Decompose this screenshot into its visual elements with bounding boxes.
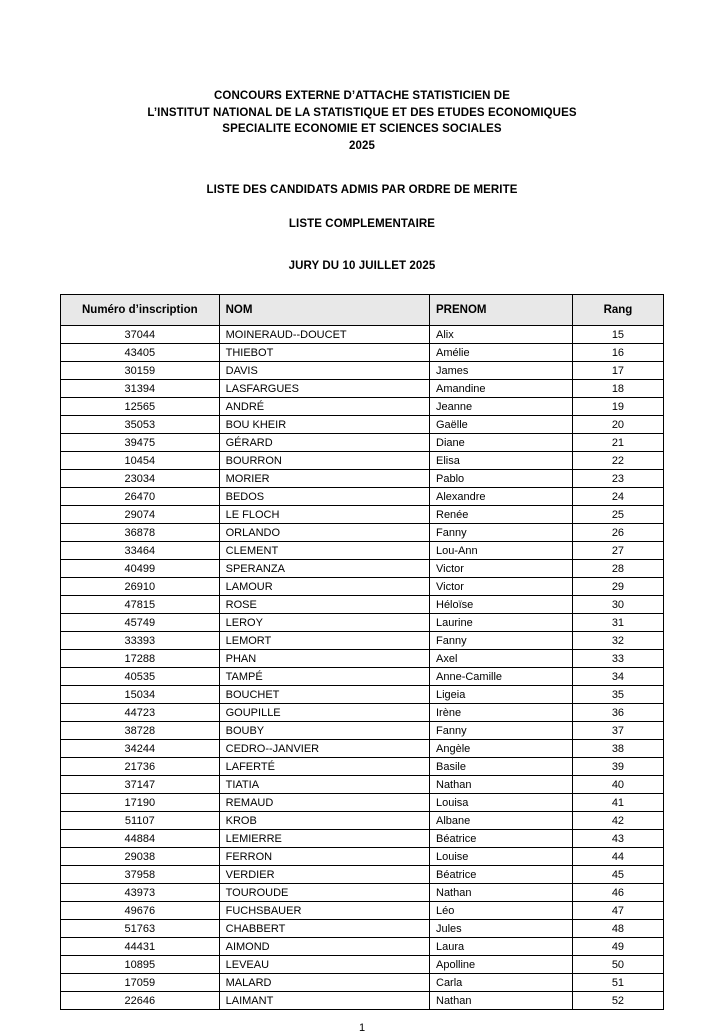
cell-prenom: Renée — [430, 506, 573, 524]
cell-rang: 47 — [572, 902, 663, 920]
cell-prenom: Nathan — [430, 884, 573, 902]
cell-rang: 33 — [572, 650, 663, 668]
cell-nom: TAMPÉ — [219, 668, 429, 686]
column-header-nom: NOM — [219, 295, 429, 326]
cell-numero: 44723 — [61, 704, 220, 722]
table-row — [61, 794, 664, 812]
cell-prenom: Jules — [430, 920, 573, 938]
jury-date: JURY DU 10 JUILLET 2025 — [288, 260, 436, 272]
cell-nom: LASFARGUES — [219, 380, 429, 398]
table-body — [61, 326, 664, 1010]
cell-nom: GÉRARD — [219, 434, 429, 452]
cell-rang: 39 — [572, 758, 663, 776]
cell-rang: 20 — [572, 416, 663, 434]
cell-rang: 21 — [572, 434, 663, 452]
cell-prenom: Fanny — [430, 524, 573, 542]
cell-rang: 41 — [572, 794, 663, 812]
cell-rang: 28 — [572, 560, 663, 578]
table-header-row — [61, 295, 664, 326]
cell-prenom: Héloïse — [430, 596, 573, 614]
cell-nom: MORIER — [219, 470, 429, 488]
cell-rang: 42 — [572, 812, 663, 830]
cell-prenom: Béatrice — [430, 830, 573, 848]
table-row — [61, 686, 664, 704]
cell-prenom: James — [430, 362, 573, 380]
cell-numero: 43405 — [61, 344, 220, 362]
cell-rang: 15 — [572, 326, 663, 344]
cell-nom: ORLANDO — [219, 524, 429, 542]
cell-rang: 40 — [572, 776, 663, 794]
cell-numero: 51763 — [61, 920, 220, 938]
cell-numero: 35053 — [61, 416, 220, 434]
table-row — [61, 452, 664, 470]
cell-rang: 31 — [572, 614, 663, 632]
cell-prenom: Amandine — [430, 380, 573, 398]
cell-numero: 45749 — [61, 614, 220, 632]
cell-numero: 33393 — [61, 632, 220, 650]
cell-numero: 37958 — [61, 866, 220, 884]
cell-numero: 23034 — [61, 470, 220, 488]
cell-numero: 21736 — [61, 758, 220, 776]
cell-numero: 37044 — [61, 326, 220, 344]
column-header-rang: Rang — [572, 295, 663, 326]
cell-nom: CLEMENT — [219, 542, 429, 560]
cell-rang: 18 — [572, 380, 663, 398]
table-header — [61, 295, 664, 326]
cell-prenom: Angèle — [430, 740, 573, 758]
cell-nom: DAVIS — [219, 362, 429, 380]
cell-nom: BOURRON — [219, 452, 429, 470]
cell-prenom: Jeanne — [430, 398, 573, 416]
table-row — [61, 722, 664, 740]
cell-rang: 29 — [572, 578, 663, 596]
title-line-3: SPECIALITE ECONOMIE ET SCIENCES SOCIALES — [222, 123, 502, 135]
cell-rang: 43 — [572, 830, 663, 848]
cell-numero: 31394 — [61, 380, 220, 398]
cell-numero: 39475 — [61, 434, 220, 452]
table-row — [61, 650, 664, 668]
cell-nom: FUCHSBAUER — [219, 902, 429, 920]
cell-nom: VERDIER — [219, 866, 429, 884]
cell-prenom: Laura — [430, 938, 573, 956]
cell-nom: LEMIERRE — [219, 830, 429, 848]
cell-numero: 29074 — [61, 506, 220, 524]
cell-nom: KROB — [219, 812, 429, 830]
table-row — [61, 776, 664, 794]
cell-rang: 50 — [572, 956, 663, 974]
cell-prenom: Apolline — [430, 956, 573, 974]
cell-rang: 23 — [572, 470, 663, 488]
cell-rang: 19 — [572, 398, 663, 416]
cell-numero: 26470 — [61, 488, 220, 506]
cell-nom: LAIMANT — [219, 992, 429, 1010]
cell-prenom: Carla — [430, 974, 573, 992]
cell-nom: LEVEAU — [219, 956, 429, 974]
cell-rang: 34 — [572, 668, 663, 686]
table-row — [61, 668, 664, 686]
table-row — [61, 704, 664, 722]
cell-numero: 10454 — [61, 452, 220, 470]
cell-rang: 24 — [572, 488, 663, 506]
cell-numero: 10895 — [61, 956, 220, 974]
cell-nom: PHAN — [219, 650, 429, 668]
cell-numero: 47815 — [61, 596, 220, 614]
cell-rang: 48 — [572, 920, 663, 938]
cell-prenom: Anne-Camille — [430, 668, 573, 686]
cell-rang: 36 — [572, 704, 663, 722]
cell-prenom: Ligeia — [430, 686, 573, 704]
table-row — [61, 848, 664, 866]
cell-rang: 22 — [572, 452, 663, 470]
cell-numero: 15034 — [61, 686, 220, 704]
subtitle-merit-list: LISTE DES CANDIDATS ADMIS PAR ORDRE DE MERITE — [206, 184, 518, 196]
cell-numero: 40535 — [61, 668, 220, 686]
page-number: 1 — [358, 1022, 366, 1034]
cell-prenom: Victor — [430, 560, 573, 578]
cell-prenom: Albane — [430, 812, 573, 830]
table-row — [61, 398, 664, 416]
table-row — [61, 812, 664, 830]
cell-rang: 26 — [572, 524, 663, 542]
cell-rang: 49 — [572, 938, 663, 956]
cell-prenom: Gaëlle — [430, 416, 573, 434]
cell-nom: MOINERAUD--DOUCET — [219, 326, 429, 344]
cell-numero: 17190 — [61, 794, 220, 812]
cell-numero: 30159 — [61, 362, 220, 380]
cell-rang: 52 — [572, 992, 663, 1010]
table-row — [61, 596, 664, 614]
document-title — [60, 88, 664, 154]
cell-numero: 17059 — [61, 974, 220, 992]
cell-prenom: Nathan — [430, 776, 573, 794]
cell-nom: BOUCHET — [219, 686, 429, 704]
table-row — [61, 524, 664, 542]
cell-numero: 44884 — [61, 830, 220, 848]
cell-rang: 35 — [572, 686, 663, 704]
cell-nom: LAMOUR — [219, 578, 429, 596]
cell-numero: 26910 — [61, 578, 220, 596]
table-row — [61, 614, 664, 632]
table-row — [61, 488, 664, 506]
cell-prenom: Irène — [430, 704, 573, 722]
cell-prenom: Axel — [430, 650, 573, 668]
table-row — [61, 956, 664, 974]
cell-prenom: Léo — [430, 902, 573, 920]
title-line-2: L’INSTITUT NATIONAL DE LA STATISTIQUE ET DES ETUDES ECONOMIQUES — [147, 106, 577, 119]
cell-nom: SPERANZA — [219, 560, 429, 578]
cell-prenom: Fanny — [430, 722, 573, 740]
cell-prenom: Alexandre — [430, 488, 573, 506]
column-header-numero: Numéro d’inscription — [61, 295, 220, 326]
cell-nom: FERRON — [219, 848, 429, 866]
cell-rang: 44 — [572, 848, 663, 866]
cell-numero: 12565 — [61, 398, 220, 416]
cell-prenom: Amélie — [430, 344, 573, 362]
cell-nom: REMAUD — [219, 794, 429, 812]
cell-nom: ANDRÉ — [219, 398, 429, 416]
cell-nom: BOU KHEIR — [219, 416, 429, 434]
cell-numero: 51107 — [61, 812, 220, 830]
cell-rang: 46 — [572, 884, 663, 902]
cell-prenom: Lou-Ann — [430, 542, 573, 560]
cell-nom: LE FLOCH — [219, 506, 429, 524]
cell-numero: 36878 — [61, 524, 220, 542]
table-row — [61, 974, 664, 992]
cell-nom: ROSE — [219, 596, 429, 614]
cell-prenom: Fanny — [430, 632, 573, 650]
cell-rang: 37 — [572, 722, 663, 740]
cell-nom: TIATIA — [219, 776, 429, 794]
cell-nom: TOUROUDE — [219, 884, 429, 902]
cell-rang: 51 — [572, 974, 663, 992]
table-row — [61, 344, 664, 362]
cell-rang: 30 — [572, 596, 663, 614]
cell-prenom: Victor — [430, 578, 573, 596]
table-row — [61, 416, 664, 434]
table-row — [61, 740, 664, 758]
cell-numero: 22646 — [61, 992, 220, 1010]
table-row — [61, 758, 664, 776]
cell-numero: 44431 — [61, 938, 220, 956]
cell-rang: 32 — [572, 632, 663, 650]
cell-prenom: Elisa — [430, 452, 573, 470]
cell-prenom: Louisa — [430, 794, 573, 812]
cell-nom: THIEBOT — [219, 344, 429, 362]
cell-nom: CHABBERT — [219, 920, 429, 938]
cell-rang: 17 — [572, 362, 663, 380]
table-row — [61, 884, 664, 902]
table-row — [61, 632, 664, 650]
cell-prenom: Béatrice — [430, 866, 573, 884]
table-row — [61, 992, 664, 1010]
table-row — [61, 506, 664, 524]
cell-numero: 34244 — [61, 740, 220, 758]
table-row — [61, 578, 664, 596]
table-row — [61, 938, 664, 956]
cell-numero: 29038 — [61, 848, 220, 866]
cell-nom: LEMORT — [219, 632, 429, 650]
cell-nom: GOUPILLE — [219, 704, 429, 722]
subtitle-complementary-list: LISTE COMPLEMENTAIRE — [288, 218, 436, 230]
cell-prenom: Nathan — [430, 992, 573, 1010]
cell-numero: 17288 — [61, 650, 220, 668]
table-row — [61, 830, 664, 848]
table-row — [61, 380, 664, 398]
candidates-table — [60, 294, 664, 1010]
cell-prenom: Alix — [430, 326, 573, 344]
cell-rang: 45 — [572, 866, 663, 884]
title-line-1: CONCOURS EXTERNE D’ATTACHE STATISTICIEN DE — [214, 90, 510, 102]
table-row — [61, 470, 664, 488]
cell-nom: BOUBY — [219, 722, 429, 740]
cell-prenom: Laurine — [430, 614, 573, 632]
cell-rang: 25 — [572, 506, 663, 524]
table-row — [61, 866, 664, 884]
cell-numero: 33464 — [61, 542, 220, 560]
cell-prenom: Diane — [430, 434, 573, 452]
cell-prenom: Louise — [430, 848, 573, 866]
cell-nom: BEDOS — [219, 488, 429, 506]
table-row — [61, 542, 664, 560]
column-header-prenom: PRENOM — [430, 295, 573, 326]
cell-rang: 38 — [572, 740, 663, 758]
cell-prenom: Pablo — [430, 470, 573, 488]
table-row — [61, 902, 664, 920]
cell-numero: 37147 — [61, 776, 220, 794]
title-line-year: 2025 — [349, 139, 375, 152]
cell-rang: 16 — [572, 344, 663, 362]
cell-nom: MALARD — [219, 974, 429, 992]
cell-nom: AIMOND — [219, 938, 429, 956]
cell-numero: 49676 — [61, 902, 220, 920]
table-row — [61, 920, 664, 938]
table-row — [61, 560, 664, 578]
cell-nom: LAFERTÉ — [219, 758, 429, 776]
table-row — [61, 326, 664, 344]
cell-numero: 38728 — [61, 722, 220, 740]
cell-numero: 43973 — [61, 884, 220, 902]
cell-prenom: Basile — [430, 758, 573, 776]
cell-rang: 27 — [572, 542, 663, 560]
cell-numero: 40499 — [61, 560, 220, 578]
table-row — [61, 434, 664, 452]
table-row — [61, 362, 664, 380]
cell-nom: CEDRO--JANVIER — [219, 740, 429, 758]
cell-nom: LEROY — [219, 614, 429, 632]
